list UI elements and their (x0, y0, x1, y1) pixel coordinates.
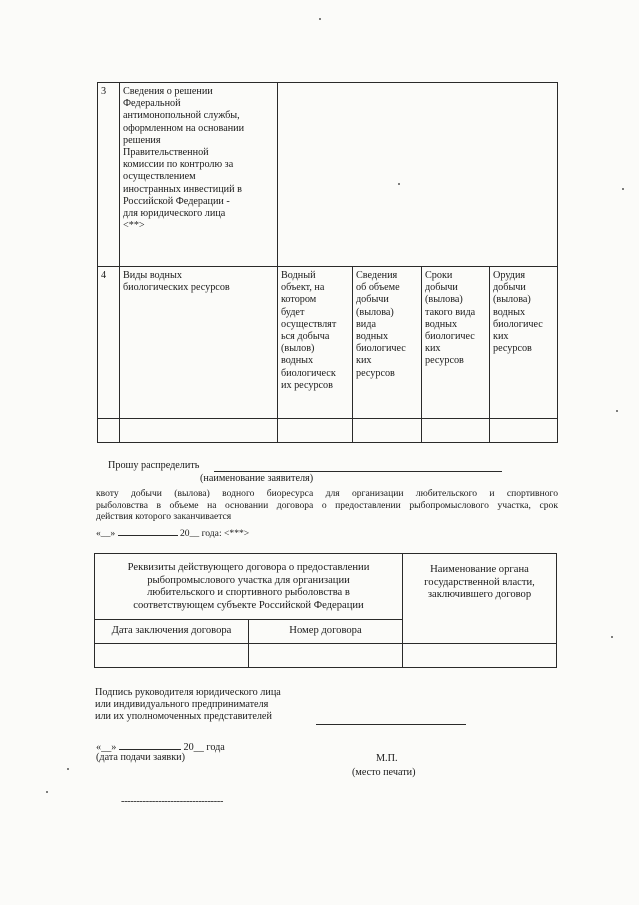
expiry-year: 20__ года: <***> (180, 528, 250, 539)
signature-field[interactable] (316, 724, 466, 725)
text-line: биологичес (356, 343, 406, 355)
text-line: для юридического лица (123, 208, 226, 220)
text-line: вида (356, 318, 376, 330)
text-line: биологичес (493, 318, 543, 330)
text-line: (вылова) (493, 294, 531, 306)
stamp-label: М.П. (376, 753, 398, 764)
expiry-date-line (96, 525, 249, 540)
text-line: любительского и спортивного рыболовства в (147, 587, 350, 599)
text-line: добычи (493, 282, 526, 294)
volume-lines (356, 270, 418, 380)
signature-label (95, 687, 281, 724)
terms-header (422, 267, 490, 419)
text-line: соответствующем субъекте Российской Федерации (133, 599, 364, 611)
contract-number-cell[interactable] (249, 644, 403, 668)
empty-cell (490, 419, 558, 443)
text-line: Водный (281, 270, 316, 281)
request-prefix: Прошу распределить (108, 460, 200, 471)
text-line: водных (493, 306, 526, 318)
authority-lines (407, 564, 552, 602)
text-line: осуществлят (281, 318, 337, 330)
application-year: 20__ года (183, 742, 225, 753)
text-line: ких (493, 331, 509, 343)
scan-speck (622, 188, 624, 190)
scan-speck (46, 791, 48, 793)
applicant-name-field[interactable] (214, 462, 502, 472)
volume-header (353, 267, 422, 419)
text-line: решения (123, 134, 161, 146)
water-object-header (278, 267, 353, 419)
contract-date-header: Дата заключения договора (95, 620, 249, 644)
water-object-lines (281, 270, 349, 392)
text-line: государственной власти, (424, 576, 535, 588)
scan-speck (398, 183, 400, 185)
row4-label-lines (123, 270, 274, 294)
row3-value-cell (278, 83, 558, 267)
contract-date-cell[interactable] (95, 644, 249, 668)
text-line: Российской Федерации - (123, 195, 230, 207)
text-line: объект, на (281, 282, 325, 294)
row-number: 3 (98, 83, 120, 267)
stamp-caption: (место печати) (352, 767, 416, 778)
text-line: такого вида (425, 306, 476, 318)
text-line: (вылова) (425, 294, 463, 306)
signature-lines (95, 687, 281, 724)
text-line: (вылов) (281, 343, 315, 355)
expiry-day[interactable]: «__» (96, 528, 116, 539)
gear-header (490, 267, 558, 419)
scan-speck (319, 18, 321, 20)
footnote-separator: --------------------------------- (121, 796, 224, 807)
text-line: ких (425, 343, 441, 355)
text-line: <**> (123, 220, 145, 232)
text-line: оформленном на основании (123, 122, 245, 134)
text-line: (вылова) (356, 306, 394, 318)
text-line: биологическ (281, 367, 336, 379)
text-line: ресурсов (493, 343, 532, 355)
contract-number-header: Номер договора (249, 620, 403, 644)
contract-header-row (95, 554, 557, 620)
contract-requisites-header (95, 554, 403, 620)
authority-header (403, 554, 557, 644)
text-line: ресурсов (356, 367, 395, 379)
empty-cell (120, 419, 278, 443)
table-row-4 (98, 267, 558, 419)
text-line: антимонопольной службы, (123, 110, 240, 122)
application-date-caption: (дата подачи заявки) (96, 752, 185, 763)
gear-lines (493, 270, 554, 355)
table-row-empty (98, 419, 558, 443)
text-line: Федеральной (123, 98, 181, 110)
table-row-3 (98, 83, 558, 267)
scan-speck (616, 410, 618, 412)
request-body-line-3: действия которого заканчивается (96, 511, 232, 523)
text-line: или их уполномоченных представителей (95, 711, 272, 723)
contract-data-row (95, 644, 557, 668)
row-label (120, 267, 278, 419)
text-line: Наименование органа (430, 564, 529, 575)
text-line: добычи (356, 294, 389, 306)
application-day[interactable]: «__» (96, 742, 117, 753)
text-line: биологичес (425, 331, 475, 343)
terms-lines (425, 270, 486, 368)
scan-speck (611, 636, 613, 638)
text-line: водных (356, 331, 389, 343)
text-line: заключившего договор (427, 589, 532, 601)
text-line: Сведения (356, 270, 398, 281)
row3-label-lines (123, 86, 274, 232)
contract-requisites-lines (99, 562, 398, 612)
text-line: рыбопромыслового участка для организации (147, 574, 350, 586)
empty-cell (98, 419, 120, 443)
text-line: об объеме (356, 282, 400, 294)
text-line: ресурсов (425, 355, 464, 367)
text-line: Виды водных (123, 270, 182, 281)
text-line: или индивидуального предпринимателя (95, 699, 269, 711)
row-number: 4 (98, 267, 120, 419)
text-line: иностранных инвестиций в (123, 183, 242, 195)
row-label (120, 83, 278, 267)
text-line: Орудия (493, 270, 526, 281)
authority-cell[interactable] (403, 644, 557, 668)
text-line: водных (425, 318, 458, 330)
request-body-line-2: рыболовства в объеме на основании договора о предоставлении рыбопромыслового участка, срок (96, 499, 558, 511)
empty-cell (353, 419, 422, 443)
application-month-field[interactable] (119, 739, 181, 750)
text-line: их ресурсов (281, 379, 333, 391)
text-line: биологических ресурсов (123, 282, 230, 294)
applicant-caption: (наименование заявителя) (200, 473, 314, 484)
text-line: будет (281, 306, 305, 318)
request-body (96, 488, 558, 523)
contract-table (94, 553, 557, 668)
text-line: ких (356, 355, 372, 367)
text-line: Сведения о решении (123, 86, 213, 97)
text-line: водных (281, 355, 314, 367)
text-line: Сроки (425, 270, 453, 281)
text-line: котором (281, 294, 317, 306)
text-line: Реквизиты действующего договора о предоставлении (127, 562, 370, 573)
scan-speck (67, 768, 69, 770)
text-line: комиссии по контролю за (123, 159, 234, 171)
text-line: ься добыча (281, 331, 330, 343)
text-line: Правительственной (123, 147, 209, 159)
text-line: осуществлением (123, 171, 196, 183)
request-body-line-1: квоту добычи (вылова) водного биоресурса для организации любительского и спортивного (96, 488, 558, 499)
expiry-month-field[interactable] (118, 525, 178, 536)
empty-cell (278, 419, 353, 443)
empty-cell (422, 419, 490, 443)
info-table (97, 82, 558, 443)
text-line: Подпись руководителя юридического лица (95, 687, 281, 698)
text-line: добычи (425, 282, 458, 294)
